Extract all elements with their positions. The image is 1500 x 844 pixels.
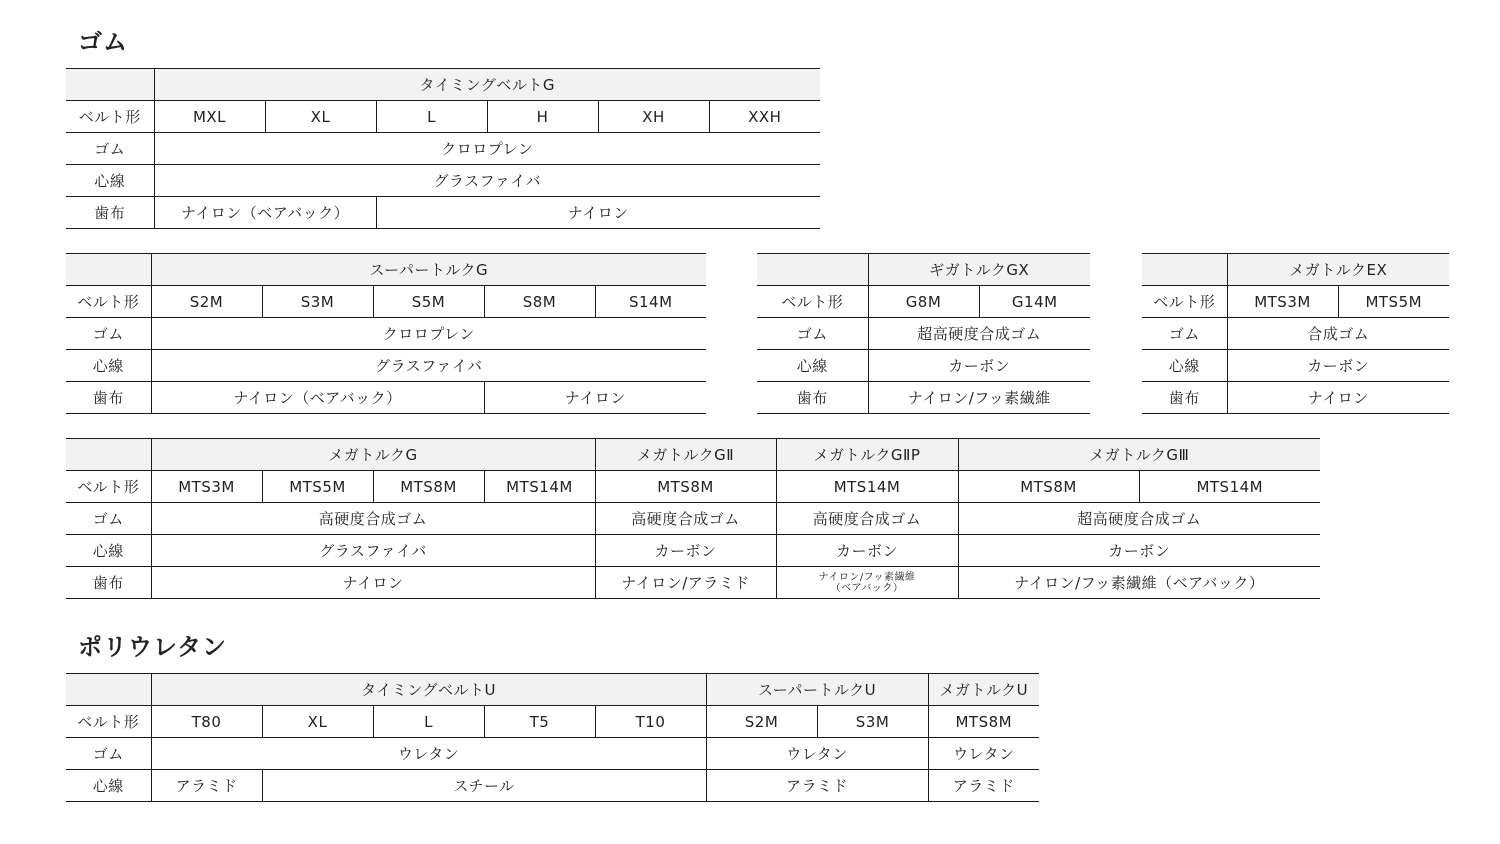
shape-cell: S8M	[484, 286, 595, 318]
table-row	[66, 567, 1320, 599]
row-label-core: 心線	[1142, 350, 1227, 382]
belt-name: スーパートルクG	[151, 254, 706, 286]
row-label-core: 心線	[66, 350, 151, 382]
table-row	[66, 197, 820, 229]
shape-cell: G8M	[868, 286, 979, 318]
row-label-shape: ベルト形	[1142, 286, 1227, 318]
row-label-fabric: 歯布	[1142, 382, 1227, 414]
row-label-fabric: 歯布	[757, 382, 868, 414]
row-label-shape: ベルト形	[757, 286, 868, 318]
table-row	[757, 254, 1090, 286]
core-cell: アラミド	[928, 770, 1039, 802]
table-row	[66, 706, 1039, 738]
shape-cell: S3M	[817, 706, 928, 738]
rubber-cell: ウレタン	[706, 738, 928, 770]
shape-cell: MTS5M	[262, 471, 373, 503]
shape-cell: MTS3M	[151, 471, 262, 503]
table-row	[757, 382, 1090, 414]
row-label-fabric: 歯布	[66, 567, 151, 599]
shape-cell: MTS14M	[776, 471, 958, 503]
mega-torque-ex-table	[1142, 253, 1449, 414]
shape-cell: T5	[484, 706, 595, 738]
shape-cell: MTS5M	[1338, 286, 1449, 318]
rubber-cell: クロロプレン	[151, 318, 706, 350]
core-cell: カーボン	[958, 535, 1320, 567]
row-label-shape: ベルト形	[66, 101, 154, 133]
shape-cell: S3M	[262, 286, 373, 318]
core-cell: アラミド	[706, 770, 928, 802]
table-row	[66, 471, 1320, 503]
shape-cell: T10	[595, 706, 706, 738]
table-row	[66, 535, 1320, 567]
shape-cell: G14M	[979, 286, 1090, 318]
fabric-cell: ナイロン/フッ素繊維	[868, 382, 1090, 414]
fabric-cell: ナイロン	[484, 382, 706, 414]
corner-cell	[66, 439, 151, 471]
shape-cell: XL	[262, 706, 373, 738]
row-label-rubber: ゴム	[66, 318, 151, 350]
core-cell: カーボン	[1227, 350, 1449, 382]
row-label-fabric: 歯布	[66, 382, 151, 414]
row-label-rubber: ゴム	[757, 318, 868, 350]
core-cell: グラスファイバ	[151, 535, 595, 567]
table-row	[66, 69, 820, 101]
table-row	[66, 254, 706, 286]
belt-name: ギガトルクGX	[868, 254, 1090, 286]
corner-cell	[66, 69, 154, 101]
shape-cell: MTS14M	[484, 471, 595, 503]
rubber-cell: 超高硬度合成ゴム	[958, 503, 1320, 535]
table-row	[1142, 286, 1449, 318]
row-label-shape: ベルト形	[66, 286, 151, 318]
row-label-shape: ベルト形	[66, 706, 151, 738]
table-row	[1142, 254, 1449, 286]
rubber-cell: クロロプレン	[154, 133, 820, 165]
table-row	[66, 674, 1039, 706]
fabric-line: （ベアバック）	[830, 582, 904, 594]
table-row	[66, 439, 1320, 471]
table-row	[66, 101, 820, 133]
belt-name: メガトルクG	[151, 439, 595, 471]
fabric-cell: ナイロン（ベアバック）	[151, 382, 484, 414]
row-label-core: 心線	[757, 350, 868, 382]
shape-cell: XL	[265, 101, 376, 133]
shape-cell: XXH	[709, 101, 820, 133]
fabric-line: ナイロン/フッ素繊維	[818, 571, 916, 583]
row-label-core: 心線	[66, 535, 151, 567]
shape-cell: L	[376, 101, 487, 133]
corner-cell	[66, 254, 151, 286]
shape-cell: H	[487, 101, 598, 133]
belt-name: メガトルクGⅡ	[595, 439, 776, 471]
table-row	[1142, 318, 1449, 350]
shape-cell: MTS8M	[595, 471, 776, 503]
shape-cell: S2M	[706, 706, 817, 738]
giga-torque-gx-table	[757, 253, 1090, 414]
rubber-cell: ウレタン	[928, 738, 1039, 770]
super-torque-g-table	[66, 253, 706, 414]
row-label-rubber: ゴム	[66, 503, 151, 535]
table-row	[66, 770, 1039, 802]
belt-name: メガトルクEX	[1227, 254, 1449, 286]
table-row	[66, 738, 1039, 770]
section-title-polyurethane: ポリウレタン	[78, 633, 228, 661]
core-cell: アラミド	[151, 770, 262, 802]
row-label-shape: ベルト形	[66, 471, 151, 503]
shape-cell: MTS8M	[958, 471, 1139, 503]
shape-cell: MTS8M	[373, 471, 484, 503]
row-label-rubber: ゴム	[1142, 318, 1227, 350]
fabric-cell: ナイロン	[151, 567, 595, 599]
shape-cell: T80	[151, 706, 262, 738]
table-row	[1142, 382, 1449, 414]
belt-name: メガトルクGⅢ	[958, 439, 1320, 471]
rubber-cell: 合成ゴム	[1227, 318, 1449, 350]
belt-name: メガトルクGⅡP	[776, 439, 958, 471]
fabric-cell: ナイロン（ベアバック）	[154, 197, 376, 229]
row-label-fabric: 歯布	[66, 197, 154, 229]
core-cell: カーボン	[868, 350, 1090, 382]
table-row	[66, 350, 706, 382]
shape-cell: MTS8M	[928, 706, 1039, 738]
fabric-cell: ナイロン	[376, 197, 820, 229]
shape-cell: XH	[598, 101, 709, 133]
table-row	[66, 382, 706, 414]
belt-name: スーパートルクU	[706, 674, 928, 706]
table-row	[66, 133, 820, 165]
corner-cell	[66, 674, 151, 706]
fabric-cell	[776, 567, 958, 599]
rubber-cell: ウレタン	[151, 738, 706, 770]
fabric-cell: ナイロン/アラミド	[595, 567, 776, 599]
mega-torque-series-table	[66, 438, 1320, 599]
rubber-cell: 超高硬度合成ゴム	[868, 318, 1090, 350]
table-row	[66, 503, 1320, 535]
table-row	[66, 318, 706, 350]
core-cell: スチール	[262, 770, 706, 802]
rubber-cell: 高硬度合成ゴム	[595, 503, 776, 535]
corner-cell	[1142, 254, 1227, 286]
shape-cell: S14M	[595, 286, 706, 318]
row-label-rubber: ゴム	[66, 133, 154, 165]
belt-name: タイミングベルトU	[151, 674, 706, 706]
shape-cell: MXL	[154, 101, 265, 133]
table-row	[66, 165, 820, 197]
urethane-table	[66, 673, 1039, 802]
row-label-core: 心線	[66, 165, 154, 197]
timing-belt-g-table	[66, 68, 820, 229]
rubber-cell: 高硬度合成ゴム	[776, 503, 958, 535]
core-cell: カーボン	[595, 535, 776, 567]
shape-cell: MTS3M	[1227, 286, 1338, 318]
fabric-cell: ナイロン/フッ素繊維（ベアバック）	[958, 567, 1320, 599]
row-label-rubber: ゴム	[66, 738, 151, 770]
belt-name: メガトルクU	[928, 674, 1039, 706]
core-cell: グラスファイバ	[151, 350, 706, 382]
rubber-cell: 高硬度合成ゴム	[151, 503, 595, 535]
shape-cell: S2M	[151, 286, 262, 318]
table-row	[66, 286, 706, 318]
core-cell: カーボン	[776, 535, 958, 567]
shape-cell: S5M	[373, 286, 484, 318]
belt-name: タイミングベルトG	[154, 69, 820, 101]
table-row	[1142, 350, 1449, 382]
table-row	[757, 286, 1090, 318]
shape-cell: L	[373, 706, 484, 738]
table-row	[757, 350, 1090, 382]
shape-cell: MTS14M	[1139, 471, 1320, 503]
core-cell: グラスファイバ	[154, 165, 820, 197]
row-label-core: 心線	[66, 770, 151, 802]
fabric-cell: ナイロン	[1227, 382, 1449, 414]
section-title-rubber: ゴム	[78, 28, 128, 56]
corner-cell	[757, 254, 868, 286]
table-row	[757, 318, 1090, 350]
